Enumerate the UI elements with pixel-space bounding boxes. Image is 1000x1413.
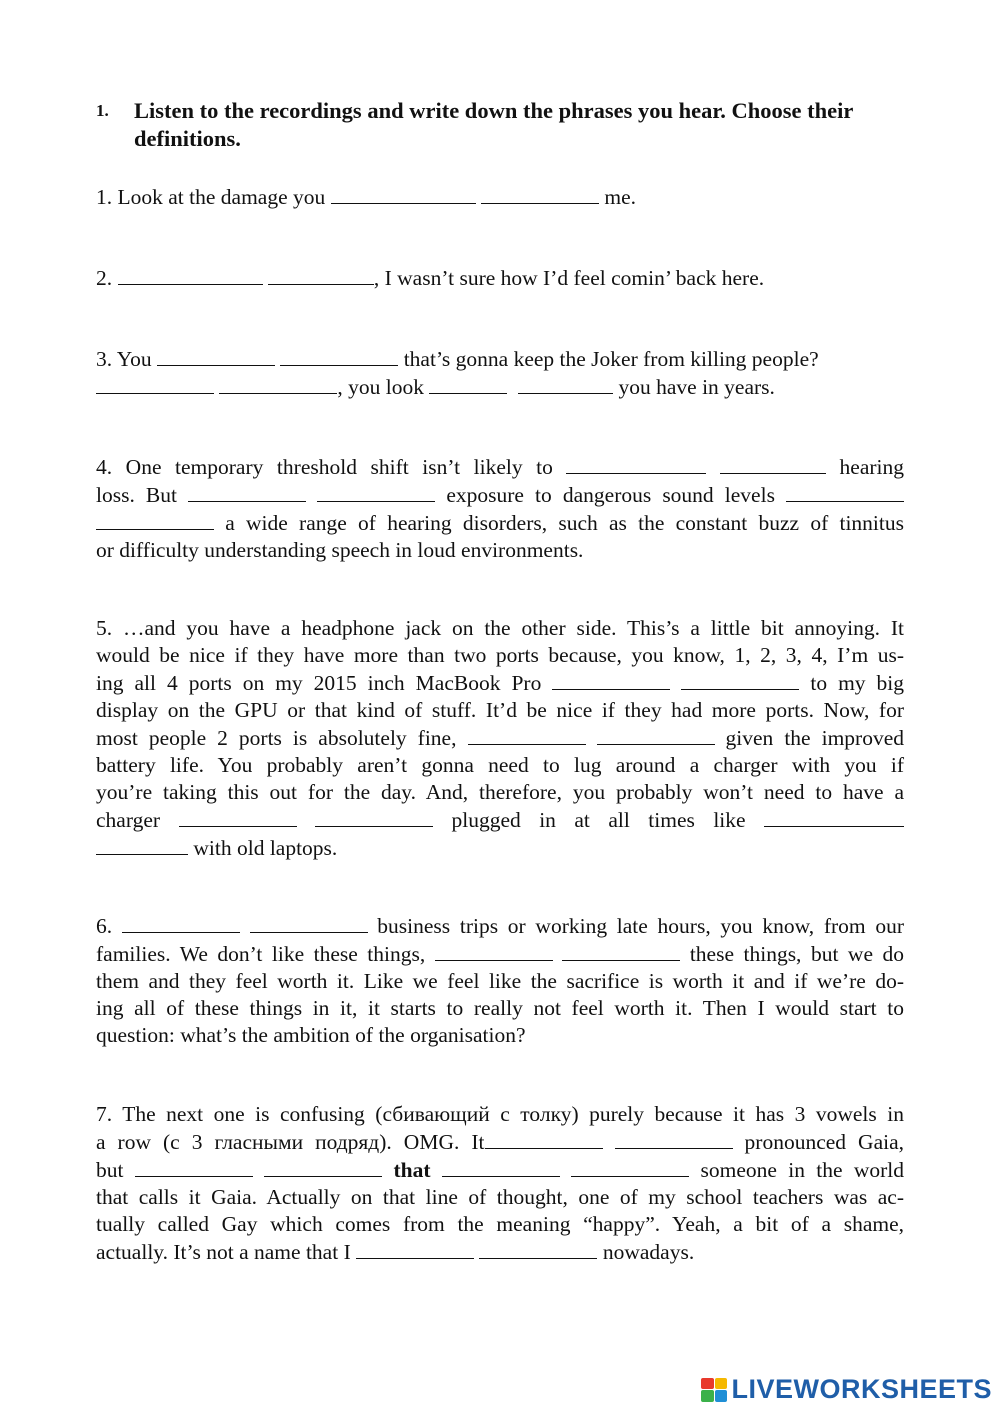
text: question: what’s the ambition of the organisation? xyxy=(96,1023,526,1047)
text: , I wasn’t sure how I’d feel comin’ back here. xyxy=(373,266,765,290)
text: with old laptops. xyxy=(193,836,338,860)
answer-blank[interactable] xyxy=(597,724,715,745)
answer-blank[interactable] xyxy=(268,264,374,285)
answer-blank[interactable] xyxy=(786,481,904,502)
answer-blank[interactable] xyxy=(96,509,214,530)
text: someone in the world xyxy=(700,1158,905,1182)
answer-blank[interactable] xyxy=(264,1156,382,1177)
text: plugged in at all times like xyxy=(451,808,746,832)
text: a wide range of hearing disorders, such as the constant buzz of tinnitus xyxy=(225,511,904,535)
text: 1. Look at the damage you xyxy=(96,185,326,209)
answer-blank[interactable] xyxy=(435,940,553,961)
text: you have in years. xyxy=(618,375,775,399)
text: tually called Gay which comes from the meaning “happy”. Yeah, a bit of a shame, xyxy=(96,1212,904,1236)
answer-blank[interactable] xyxy=(315,806,433,827)
text: ing all 4 ports on my 2015 inch MacBook Pro xyxy=(96,671,542,695)
text: families. We don’t like these things, xyxy=(96,942,426,966)
task-instruction: Listen to the recordings and write down the phrases you hear. Choose their definitions. xyxy=(134,98,853,151)
answer-blank[interactable] xyxy=(442,1156,560,1177)
answer-blank[interactable] xyxy=(219,373,337,394)
text: them and they feel worth it. Like we feel like the sacrifice is worth it and if we’re do- xyxy=(96,969,904,993)
answer-blank[interactable] xyxy=(429,373,507,394)
logo-mark-icon xyxy=(701,1378,727,1402)
text: nowadays. xyxy=(602,1240,695,1264)
text: these things, but we do xyxy=(689,942,905,966)
answer-blank[interactable] xyxy=(188,481,306,502)
text: given the improved xyxy=(725,726,904,750)
item-7 xyxy=(96,1101,904,1266)
text: 7. The next one is confusing (сбивающий с толку) purely because it has 3 vowels in xyxy=(96,1102,904,1126)
answer-blank[interactable] xyxy=(157,345,275,366)
answer-blank[interactable] xyxy=(135,1156,253,1177)
text: charger xyxy=(96,808,161,832)
answer-blank[interactable] xyxy=(280,345,398,366)
text: loss. But xyxy=(96,483,177,507)
answer-blank[interactable] xyxy=(250,912,368,933)
text: that calls it Gaia. Actually on that line of thought, one of my school teachers was ac- xyxy=(96,1185,904,1209)
answer-blank[interactable] xyxy=(518,373,613,394)
text: battery life. You probably aren’t gonna need to lug around a charger with you if xyxy=(96,753,904,777)
answer-blank[interactable] xyxy=(481,183,599,204)
text: me. xyxy=(604,185,637,209)
answer-blank[interactable] xyxy=(764,806,904,827)
text: that’s gonna keep the Joker from killing people? xyxy=(403,347,819,371)
text: 3. You xyxy=(96,347,152,371)
liveworksheets-logo xyxy=(701,1374,992,1405)
answer-blank[interactable] xyxy=(96,373,214,394)
text: actually. It’s not a name that I xyxy=(96,1240,351,1264)
answer-blank[interactable] xyxy=(331,183,476,204)
answer-blank[interactable] xyxy=(179,806,297,827)
answer-blank[interactable] xyxy=(118,264,263,285)
answer-blank[interactable] xyxy=(356,1238,474,1259)
answer-blank[interactable] xyxy=(615,1128,733,1149)
answer-blank[interactable] xyxy=(485,1128,603,1149)
text: but xyxy=(96,1158,124,1182)
item-6 xyxy=(96,912,904,1049)
answer-blank[interactable] xyxy=(720,453,826,474)
task-number: 1. xyxy=(96,101,109,120)
text: or difficulty understanding speech in loud environments. xyxy=(96,538,584,562)
answer-blank[interactable] xyxy=(552,669,670,690)
text: hearing xyxy=(839,455,904,479)
item-3 xyxy=(96,345,904,401)
text: a row (с 3 гласными подряд). OMG. It xyxy=(96,1130,485,1154)
text: 2. xyxy=(96,266,113,290)
answer-blank[interactable] xyxy=(317,481,435,502)
text: 5. …and you have a headphone jack on the other side. This’s a little bit annoying. It xyxy=(96,616,904,640)
item-4 xyxy=(96,453,904,564)
answer-blank[interactable] xyxy=(122,912,240,933)
text: would be nice if they have more than two ports because, you know, 1, 2, 3, 4, I’m us- xyxy=(96,643,904,667)
item-1 xyxy=(96,183,904,211)
answer-blank[interactable] xyxy=(566,453,706,474)
answer-blank[interactable] xyxy=(562,940,680,961)
text: you’re taking this out for the day. And, therefore, you probably won’t need to have a xyxy=(96,780,904,804)
logo-text: LIVEWORKSHEETS xyxy=(731,1374,992,1404)
answer-blank[interactable] xyxy=(681,669,799,690)
text: , you look xyxy=(337,375,424,399)
text: to my big xyxy=(810,671,905,695)
text: pronounced Gaia, xyxy=(744,1130,904,1154)
answer-blank[interactable] xyxy=(571,1156,689,1177)
text: 4. One temporary threshold shift isn’t likely to xyxy=(96,455,553,479)
item-5 xyxy=(96,615,904,862)
text: ing all of these things in it, it starts to really not feel worth it. Then I would start to xyxy=(96,996,904,1020)
text: display on the GPU or that kind of stuff. It’d be nice if they had more ports. Now, for xyxy=(96,698,904,722)
bold-word: that xyxy=(393,1158,431,1182)
text: 6. xyxy=(96,914,113,938)
answer-blank[interactable] xyxy=(468,724,586,745)
item-2 xyxy=(96,264,904,292)
text: business trips or working late hours, you know, from our xyxy=(377,914,905,938)
text: most people 2 ports is absolutely fine, xyxy=(96,726,457,750)
answer-blank[interactable] xyxy=(96,834,188,855)
text: exposure to dangerous sound levels xyxy=(446,483,775,507)
answer-blank[interactable] xyxy=(479,1238,597,1259)
